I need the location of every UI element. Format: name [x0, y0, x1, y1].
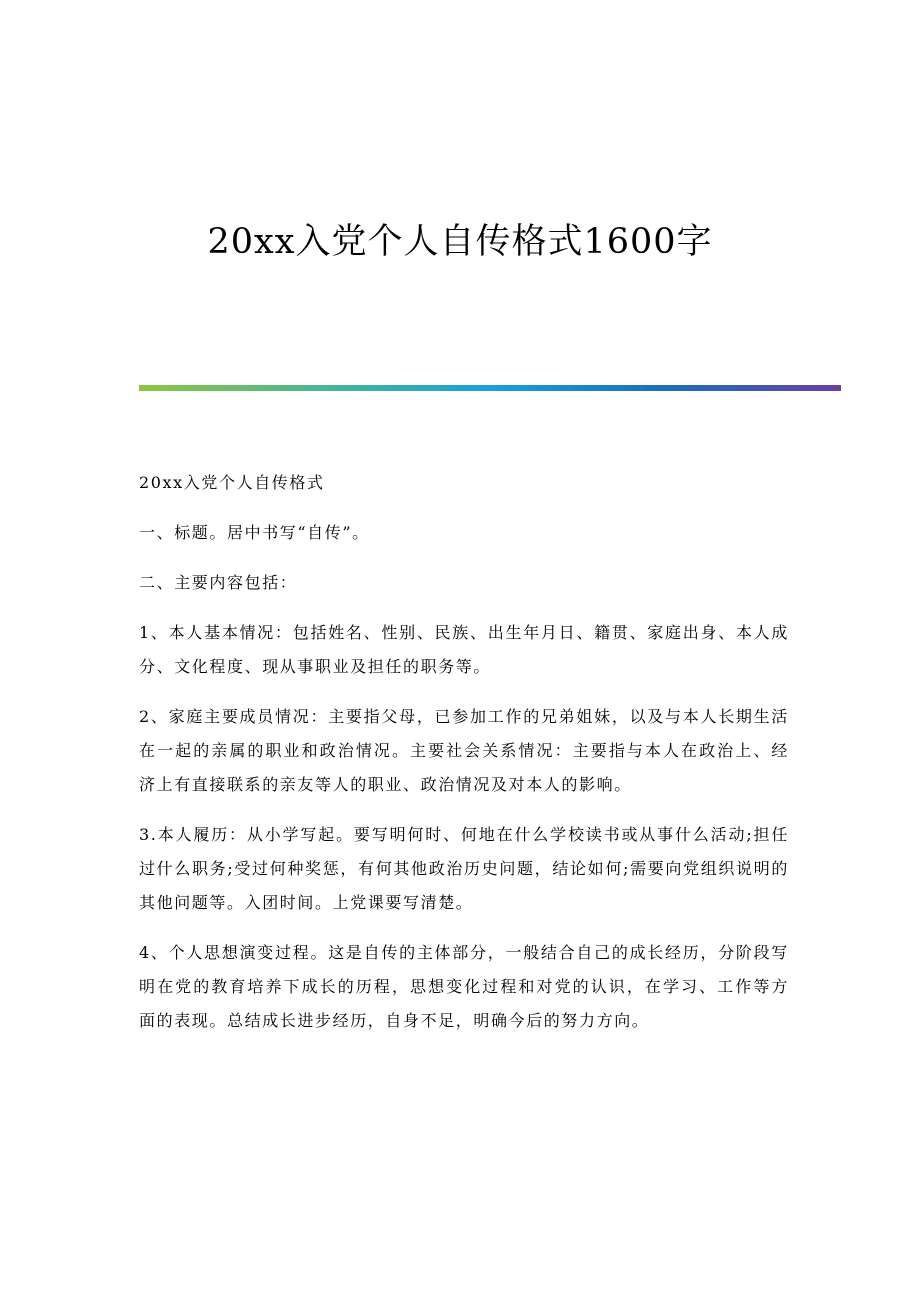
paragraph-section-2: 二、主要内容包括： [139, 573, 298, 592]
title-divider [139, 385, 841, 391]
document-title: 20xx入党个人自传格式1600字 [207, 222, 713, 262]
paragraph-section-1: 一、标题。居中书写“自传”。 [139, 523, 370, 542]
document-body [139, 466, 789, 1054]
paragraph-subtitle: 20xx入党个人自传格式 [139, 473, 325, 492]
paragraph-item-1: 1、本人基本情况：包括姓名、性别、民族、出生年月日、籍贯、家庭出身、本人成分、文化程度、现从事职业及担任的职务等。 [139, 623, 789, 676]
paragraph-item-2: 2、家庭主要成员情况：主要指父母，已参加工作的兄弟姐妹，以及与本人长期生活在一起的亲属的职业和政治情况。主要社会关系情况：主要指与本人在政治上、经济上有直接联系的亲友等人的职业、政治情况及对本人的影响。 [139, 707, 789, 794]
paragraph-item-3: 3.本人履历：从小学写起。要写明何时、何地在什么学校读书或从事什么活动;担任过什么职务;受过何种奖惩，有何其他政治历史问题，结论如何;需要向党组织说明的其他问题等。入团时间。上党课要写清楚。 [139, 825, 789, 912]
paragraph-item-4: 4、个人思想演变过程。这是自传的主体部分，一般结合自己的成长经历，分阶段写明在党的教育培养下成长的历程，思想变化过程和对党的认识，在学习、工作等方面的表现。总结成长进步经历，自身不足，明确今后的努力方向。 [139, 943, 789, 1030]
